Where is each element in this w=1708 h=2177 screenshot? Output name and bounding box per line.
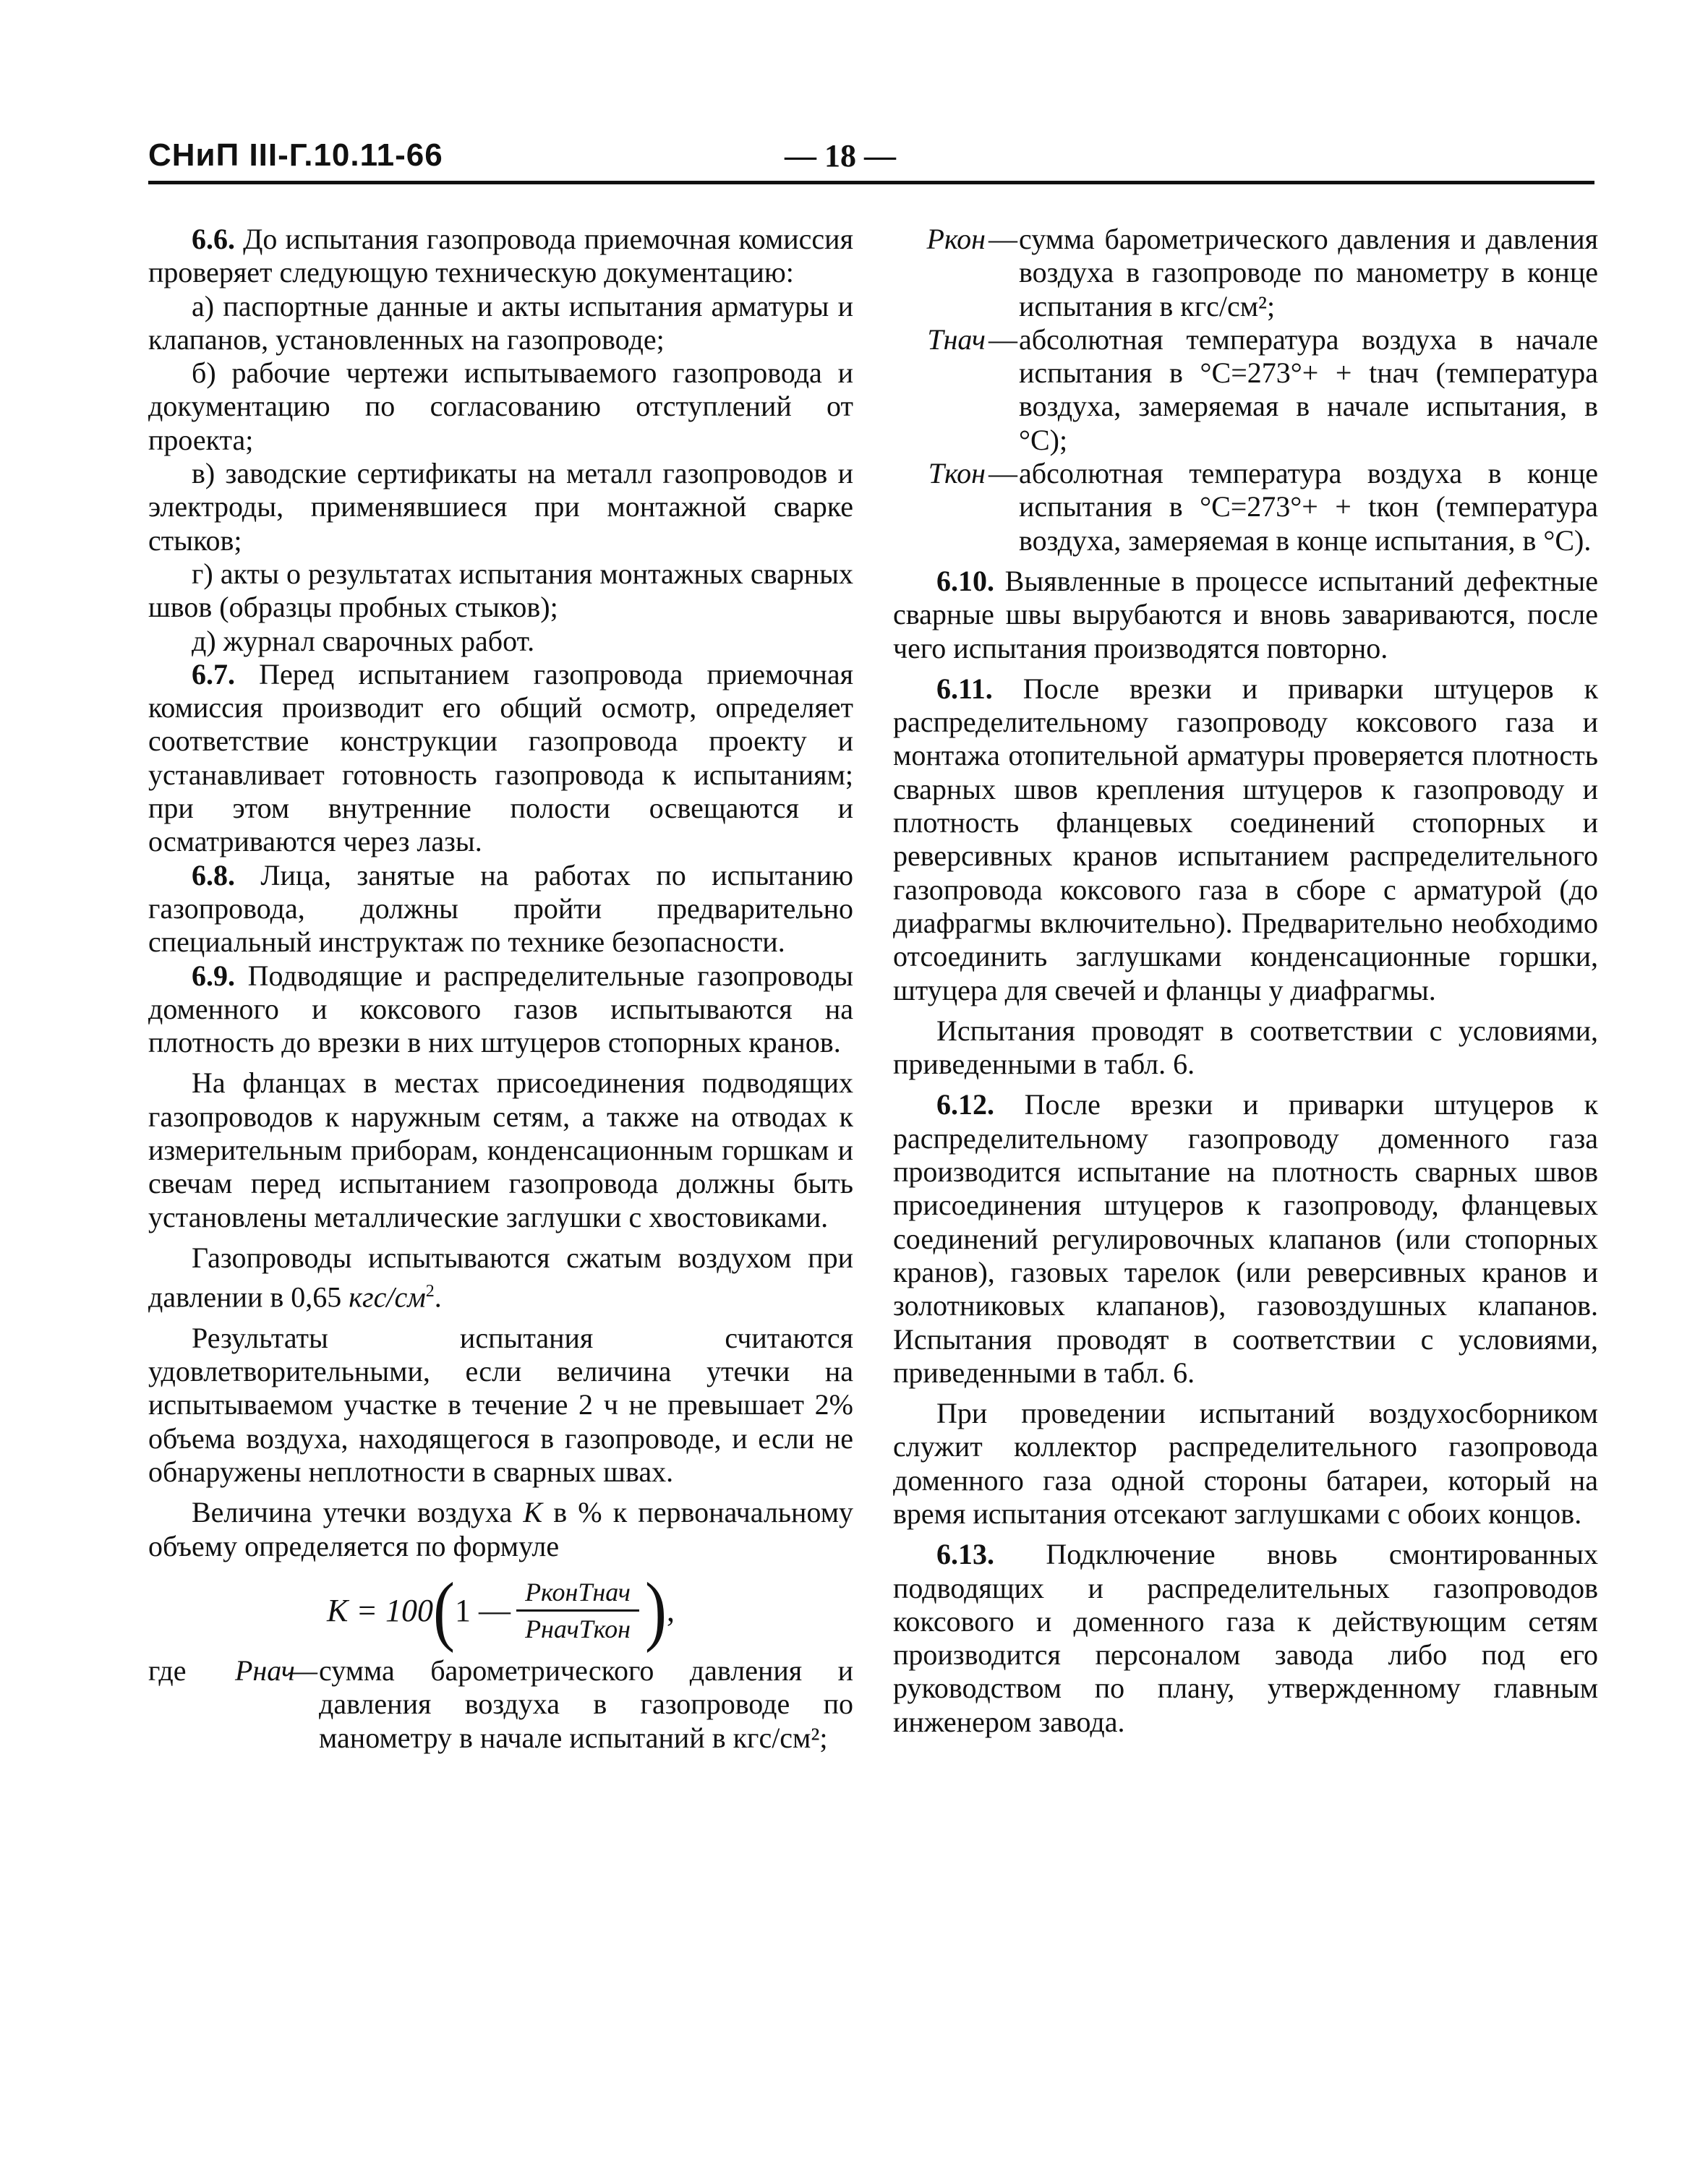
paragraph-6-9-results: Результаты испытания считаются удовлетворительными, если величина утечки на испытываемом участке в течение 2 ч не превышает 2% объема воздуха, находящегося в газопроводе, и если не обнаружены неплотности в сварных швах. [148, 1321, 853, 1489]
list-item-g: г) акты о результатах испытания монтажных сварных швов (образцы пробных стыков); [148, 557, 853, 624]
paragraph-6-9-pressure: Газопроводы испытываются сжатым воздухом при давлении в 0,65 кгс/$см^2$. [148, 1241, 853, 1314]
paragraph-6-10: 6.10. Выявленные в процессе испытаний дефектные сварные швы вырубаются и вновь завариваются, после чего испытания производятся повторно. [893, 564, 1598, 664]
formula-numerator: PконTнач [525, 1578, 631, 1607]
formula-one-minus: 1 — [455, 1592, 511, 1628]
definition-t-nach: Tнач — абсолютная температура воздуха в начале испытания в °C=273°+ + tнач (температура воздуха, замеряемая в начале испытания, в °C); [893, 323, 1598, 457]
document-code: СНиП III-Г.10.11-66 [148, 137, 443, 173]
list-item-a: а) паспортные данные и акты испытания арматуры и клапанов, установленных на газопроводе; [148, 289, 853, 356]
formula-tail: , [667, 1592, 675, 1628]
paragraph-6-7: 6.7. Перед испытанием газопровода приемочная комиссия производит его общий осмотр, определяет соответствие конструкции газопровода проекту и устанавливает готовность газопровода к испытаниям; при этом внутренние полости освещаются и осматриваются через лазы. [148, 657, 853, 858]
left-column [148, 223, 853, 1755]
paragraph-6-8: 6.8. Лица, занятые на работах по испытанию газопровода, должны пройти предварительно специальный инструктаж по технике безопасности. [148, 858, 853, 959]
formula-lhs: K = 100 [326, 1592, 434, 1628]
paragraph-6-12: 6.12. После врезки и приварки штуцеров к распределительному газопроводу доменного газа производится испытание на плотность сварных швов присоединения штуцеров к газопроводу, фланцевых соединений регулировочных клапанов (или стопорных кранов), газовых тарелок (или реверсивных кранов и золотниковых клапанов), газовоздушных клапанов. Испытания проводят в соответствии с условиями, приведенными в табл. 6. [893, 1088, 1598, 1389]
paragraph-6-11: 6.11. После врезки и приварки штуцеров к распределительному газопроводу коксового газа и монтажа отопительной арматуры проверяется плотность сварных швов крепления штуцеров к газопроводу и плотность фланцевых соединений стопорных и реверсивных кранов испытанием распределительного газопровода коксового газа в сборе с арматурой (до диафрагмы включительно). Предварительно необходимо отсоединить заглушками конденсационные горшки, штуцера для свечей и фланцы у диафрагмы. [893, 672, 1598, 1006]
symbol-p-nach: Pнач [235, 1654, 295, 1687]
list-item-d: д) журнал сварочных работ. [192, 624, 535, 657]
formula-denominator: PначTкон [525, 1614, 631, 1644]
formula-fraction [516, 1576, 639, 1645]
definition-p-kon: Pкон — сумма барометрического давления и давления воздуха в газопроводе по манометру в конце испытания в кгс/см²; [893, 223, 1598, 323]
list-item-v: в) заводские сертификаты на металл газопроводов и электроды, применявшиеся при монтажной сварке стыков; [148, 457, 853, 557]
page-number: — 18 — [785, 138, 896, 174]
symbol-t-nach: Tнач [927, 322, 986, 356]
definition-t-kon: Tкон — абсолютная температура воздуха в конце испытания в °C=273°+ + tкон (температура воздуха, замеряемая в конце испытания, в °C). [893, 457, 1598, 557]
leak-formula [148, 1567, 853, 1654]
formula-paren-open: ( [433, 1567, 456, 1654]
formula-paren-close: ) [645, 1567, 667, 1654]
right-column [893, 223, 1598, 1739]
paragraph-6-9: 6.9. Подводящие и распределительные газопроводы доменного и коксового газов испытываются на плотность до врезки в них штуцеров стопорных кранов. [148, 959, 853, 1059]
paragraph-6-9-leak: Величина утечки воздуха K в % к первоначальному объему определяется по формуле [148, 1496, 854, 1562]
where-label: где [148, 1654, 187, 1687]
definition-text: абсолютная температура воздуха в конце испытания в °C=273°+ + tкон (температура воздуха, замеряемая в конце испытания, в °C). [1019, 457, 1598, 557]
paragraph-6-12-collector: При проведении испытаний воздухосборником служит коллектор распределительного газопровода доменного газа одной стороны батареи, который на время испытания отсекают заглушками с обоих концов. [893, 1397, 1598, 1530]
list-item-b: б) рабочие чертежи испытываемого газопровода и документацию по согласованию отступлений от проекта; [148, 356, 853, 456]
definition-text: сумма барометрического давления и давления воздуха в газопроводе по манометру в начале испытаний в кгс/см²; [319, 1654, 853, 1754]
definition-text: сумма барометрического давления и давления воздуха в газопроводе по манометру в конце испытания в кгс/см²; [1019, 223, 1598, 322]
page-header [148, 134, 1594, 185]
paragraph-6-9-flanges: На фланцах в местах присоединения подводящих газопроводов к наружным сетям, а также на отводах к измерительным приборам, конденсационным горшкам и свечам перед испытанием газопровода должны быть установлены металлические заглушки с хвостовиками. [148, 1066, 853, 1233]
header-rule [148, 181, 1594, 184]
paragraph-6-13: 6.13. Подключение вновь смонтированных подводящих и распределительных газопроводов коксового и доменного газа к действующим сетям производится персоналом завода либо под его руководством по плану, утвержденному главным инженером завода. [893, 1538, 1598, 1738]
paragraph-6-6: 6.6. До испытания газопровода приемочная комиссия проверяет следующую техническую документацию: [148, 223, 853, 289]
paragraph-6-11-conditions: Испытания проводят в соответствии с условиями, приведенными в табл. 6. [893, 1014, 1598, 1081]
definition-text: абсолютная температура воздуха в начале испытания в °C=273°+ + tнач (температура воздуха, замеряемая в начале испытания, в °C); [1019, 322, 1598, 456]
symbol-t-kon: Tкон [928, 457, 986, 490]
symbol-p-kon: Pкон [926, 223, 986, 255]
fraction-bar [516, 1609, 639, 1612]
definition-p-nach: где Pнач — сумма барометрического давления и давления воздуха в газопроводе по манометру в начале испытаний в кгс/см²; [148, 1654, 853, 1754]
